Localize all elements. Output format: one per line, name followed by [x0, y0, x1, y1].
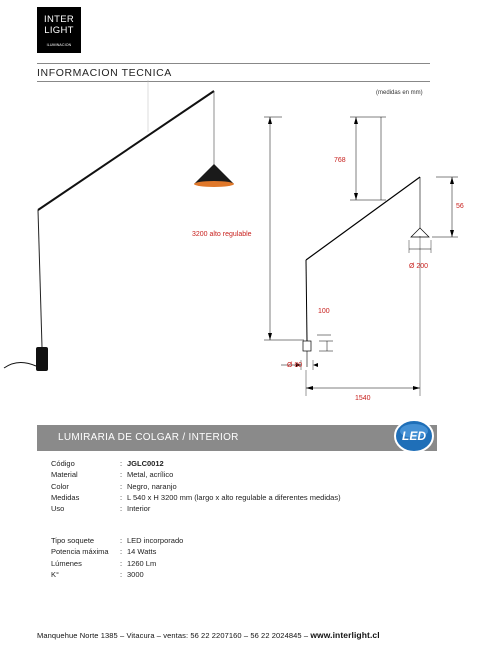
spec-key: Lúmenes — [51, 558, 82, 568]
dim-shade-diameter-label: Ø 200 — [409, 263, 429, 270]
lamp-pole — [38, 210, 42, 347]
spec-colon: : — [120, 504, 123, 514]
spec-key: Código — [51, 459, 75, 468]
spec-colon: : — [120, 459, 123, 468]
led-badge-text: LED — [402, 429, 426, 443]
spec-value: 1260 Lm — [127, 558, 157, 568]
footer — [37, 630, 380, 640]
lamp-base — [36, 347, 48, 371]
footer-address: Manquehue Norte 1385 – Vitacura – ventas: 56 22 2207160 – 56 22 2024845 – — [37, 631, 309, 640]
product-title-bar — [37, 425, 437, 451]
spec-key: Potencia máxima — [51, 547, 109, 557]
technical-drawing — [0, 80, 477, 410]
spec-value: Interior — [127, 504, 151, 514]
spec-key: K° — [51, 569, 60, 579]
spec-colon: : — [120, 481, 123, 491]
spec-value: 3000 — [127, 569, 144, 579]
shade-inner-glow — [194, 181, 234, 187]
brand-logo — [37, 7, 81, 53]
units-note: (medidas en mm) — [376, 90, 423, 96]
dim-height-label: 3200 alto regulable — [192, 231, 252, 238]
power-cord — [4, 362, 36, 368]
logo-line-1: INTER — [44, 14, 74, 25]
spec-value: 14 Watts — [127, 547, 157, 557]
spec-value: LED incorporado — [127, 536, 184, 545]
spec-colon: : — [120, 569, 123, 579]
spec-value: JGLC0012 — [127, 459, 164, 468]
product-photo — [4, 80, 234, 371]
dim-drop-label: 768 — [334, 157, 346, 164]
spec-value: Negro, naranjo — [127, 481, 177, 491]
spec-colon: : — [120, 470, 123, 480]
logo-line-3: ILUMINACION — [46, 43, 72, 47]
section-title: INFORMACION TECNICA — [37, 67, 172, 79]
dim-base-label: Ø 80 — [287, 362, 303, 369]
spec-colon: : — [120, 492, 123, 502]
spec-key: Tipo soquete — [51, 536, 95, 545]
spec-value: Metal, acrílico — [127, 470, 174, 480]
product-title: LUMIRARIA DE COLGAR / INTERIOR — [58, 432, 239, 443]
spec-key: Material — [51, 470, 78, 480]
specs-table — [51, 458, 431, 608]
spec-key: Medidas — [51, 492, 80, 502]
spec-colon: : — [120, 536, 123, 545]
dim-shade-height-label: 56 — [456, 203, 464, 210]
top-divider — [37, 63, 430, 64]
spec-key: Color — [51, 481, 69, 491]
spec-colon: : — [120, 558, 123, 568]
footer-website: www.interlight.cl — [310, 630, 380, 640]
spec-value: L 540 x H 3200 mm (largo x alto regulable a diferentes medidas) — [127, 492, 341, 502]
spec-colon: : — [120, 547, 123, 557]
line-drawing — [264, 117, 458, 396]
logo-line-2: LIGHT — [44, 25, 74, 36]
spec-key: Uso — [51, 504, 65, 514]
dim-length-label: 1540 — [355, 395, 371, 402]
dim-box-label: 100 — [318, 308, 330, 315]
lamp-arm — [38, 91, 214, 210]
led-badge-icon — [394, 419, 434, 453]
